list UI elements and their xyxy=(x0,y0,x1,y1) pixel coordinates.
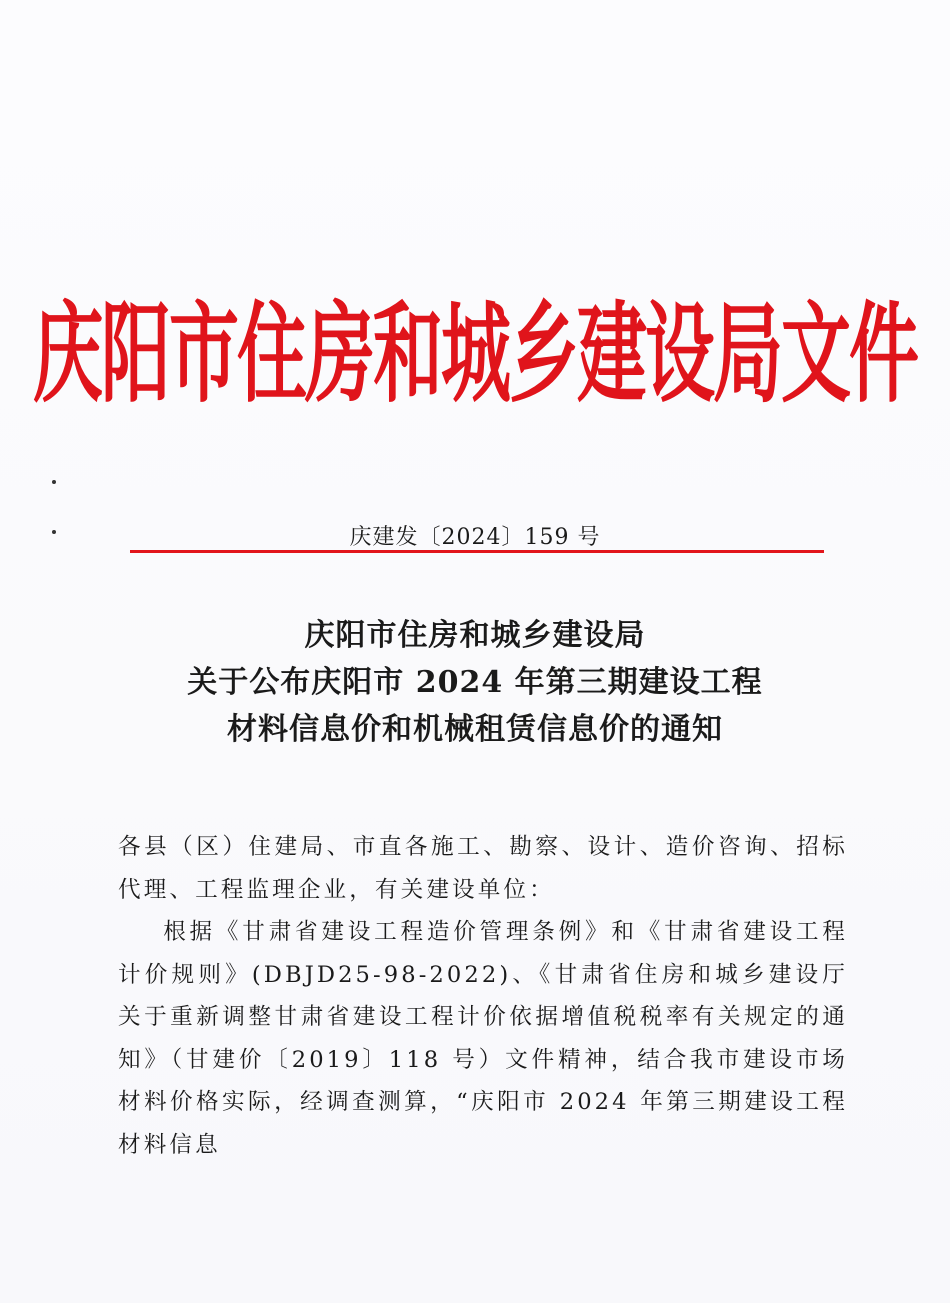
binding-mark-top xyxy=(52,480,56,484)
title-line-1: 庆阳市住房和城乡建设局 xyxy=(304,618,646,653)
body-paragraph-1: 根据《甘肃省建设工程造价管理条例》和《甘肃省建设工程计价规则》(DBJD25-98-2022)、《甘肃省住房和城乡建设厅关于重新调整甘肃省建设工程计价依据增值税税率有关规定的通知》（甘建价〔2019〕118 号）文件精神，结合我市建设市场材料价格实际，经调查测算，“庆阳市 2024 年第三期建设工程材料信息 xyxy=(118,919,848,1158)
addressee-paragraph: 各县（区）住建局、市直各施工、勘察、设计、造价咨询、招标代理、工程监理企业，有关建设单位： xyxy=(118,834,848,903)
document-masthead: 庆阳市住房和城乡建设局文件 xyxy=(33,290,917,418)
title-line-3: 材料信息价和机械租赁信息价的通知 xyxy=(227,712,723,747)
title-line-2: 关于公布庆阳市 2024 年第三期建设工程 xyxy=(187,665,763,700)
masthead-red-rule xyxy=(130,550,824,553)
notice-title xyxy=(0,612,950,753)
notice-body xyxy=(118,826,848,1166)
document-number: 庆建发〔2024〕159 号 xyxy=(349,525,601,550)
